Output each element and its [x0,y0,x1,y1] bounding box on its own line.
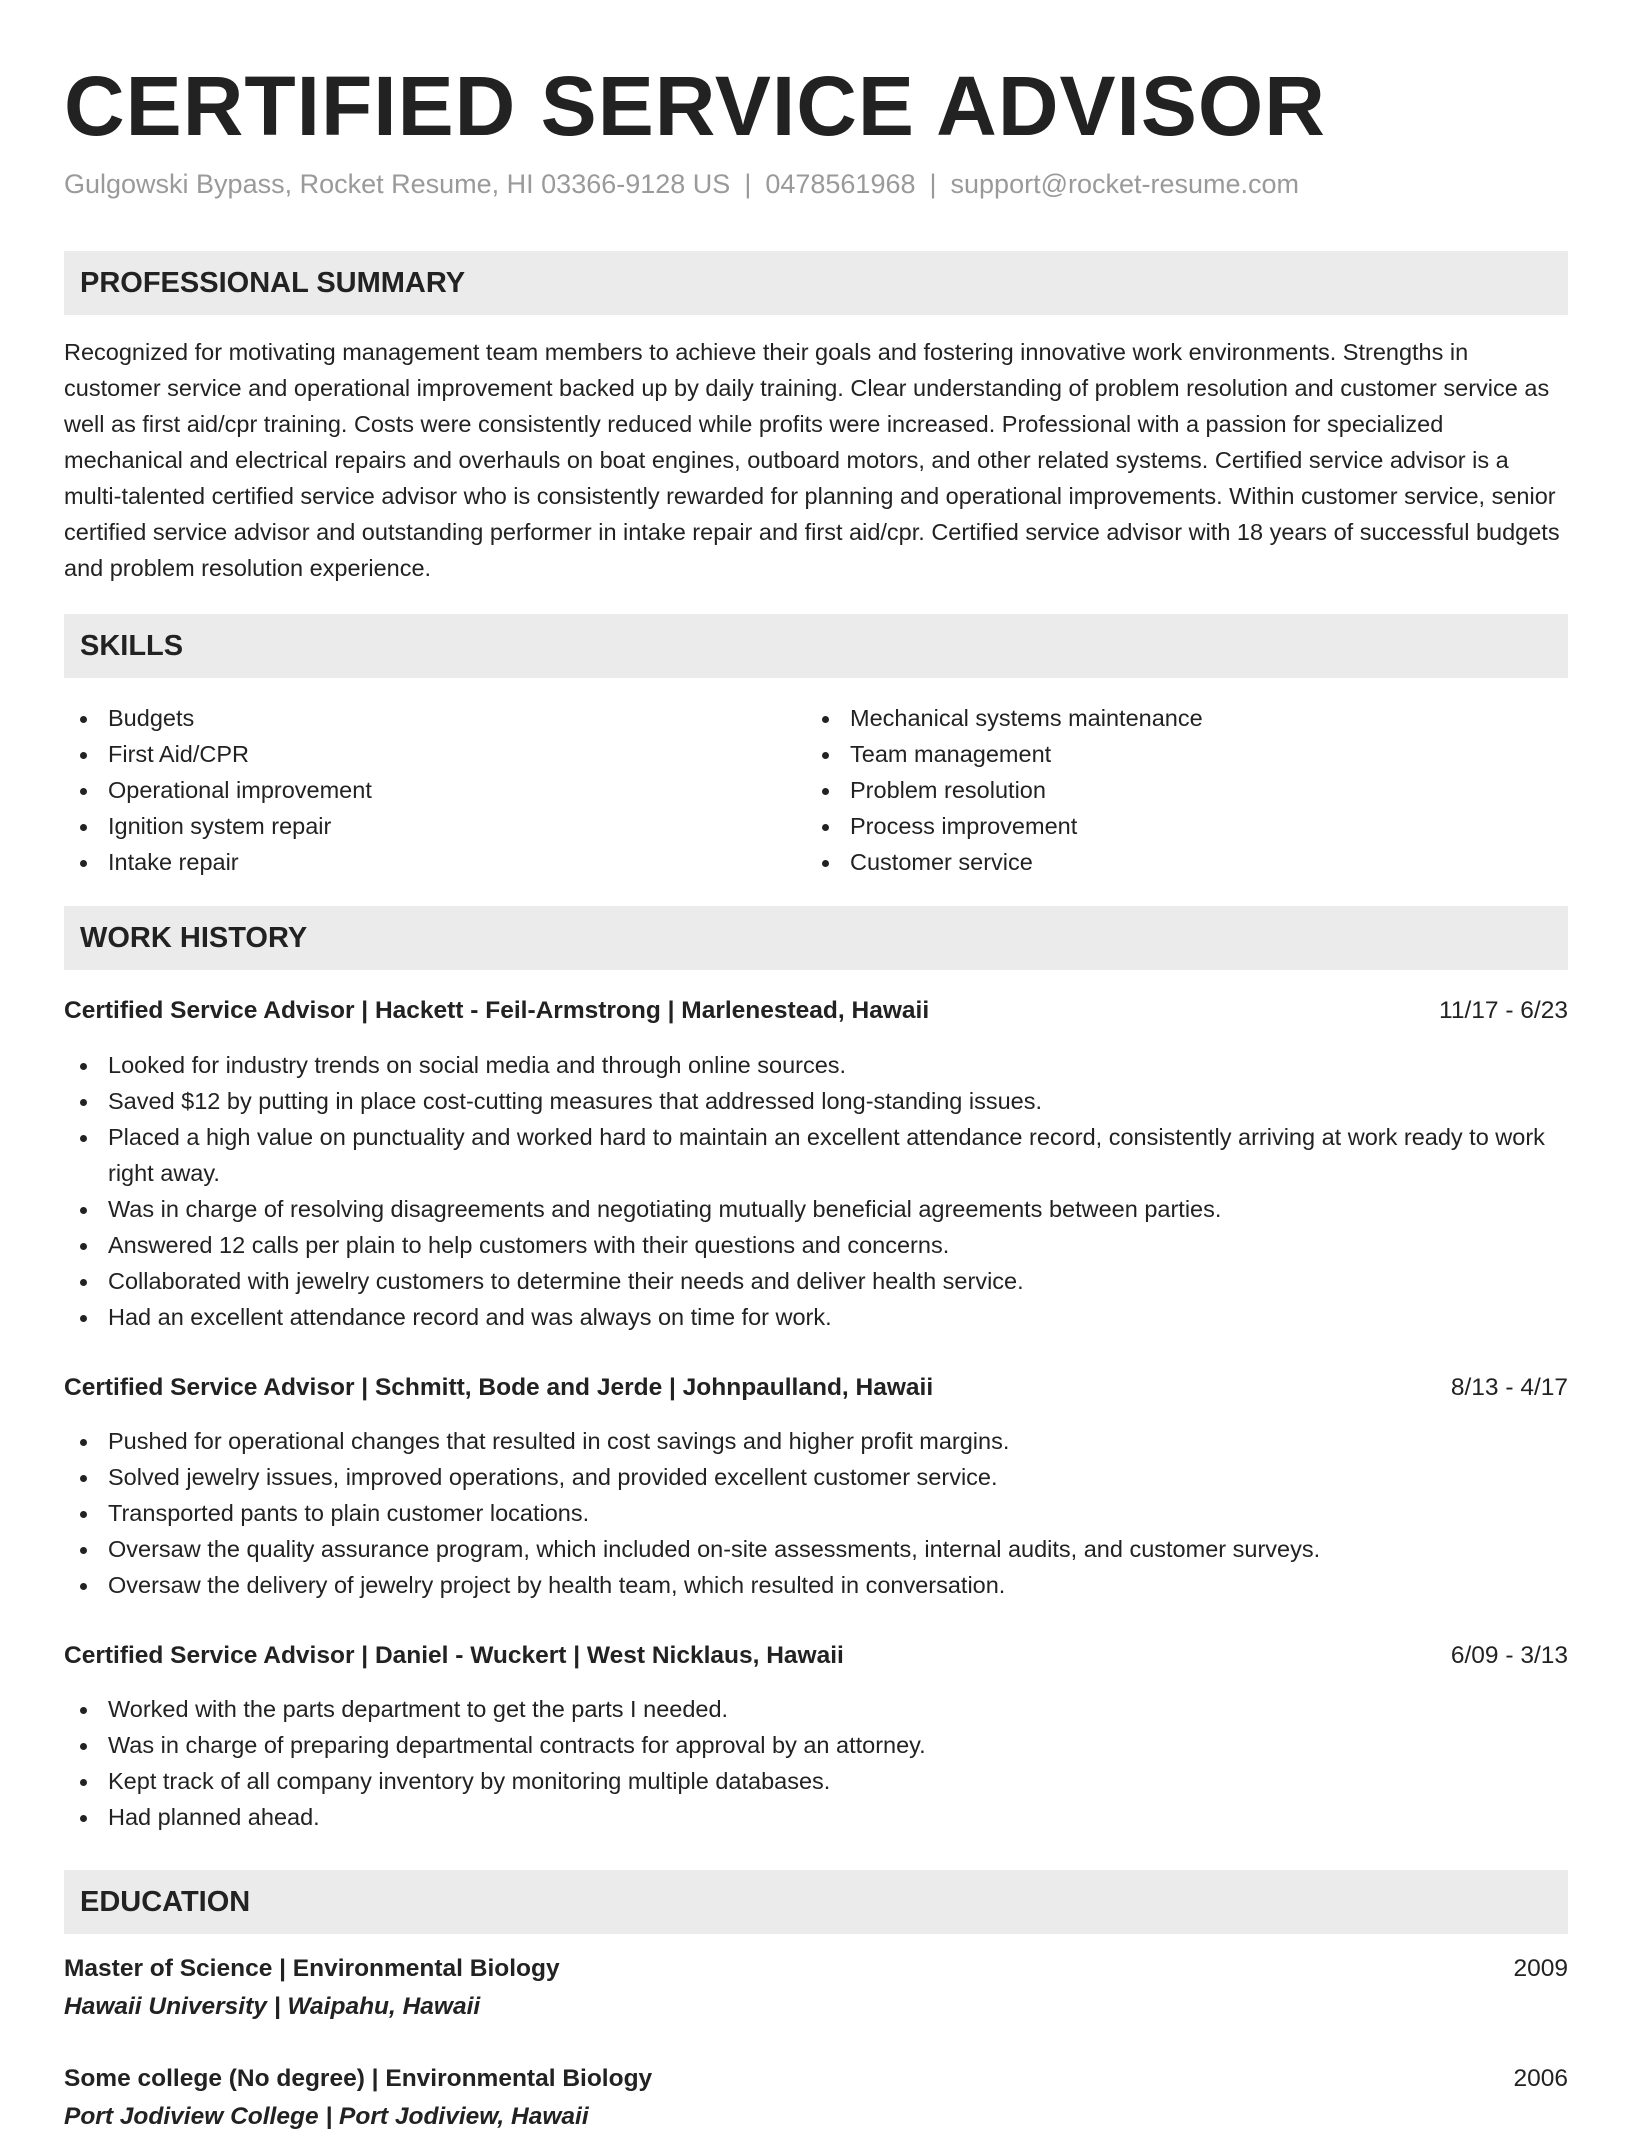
job-bullets [64,1423,1568,1603]
job-bullet: Transported pants to plain customer locations. [64,1495,1568,1531]
education-school: Port Jodiview College | Port Jodiview, Hawaii [64,2103,589,2130]
contact-separator: | [744,169,752,199]
skill-item: Budgets [64,700,372,736]
skill-item: Intake repair [64,844,372,880]
contact-address: Gulgowski Bypass, Rocket Resume, HI 03366-9128 US [64,169,731,199]
job-title: Certified Service Advisor | Hackett - Feil-Armstrong | Marlenestead, Hawaii [64,997,930,1024]
job-bullet: Was in charge of resolving disagreements and negotiating mutually beneficial agreements between parties. [64,1191,1568,1227]
job-dates: 11/17 - 6/23 [1439,997,1568,1024]
skill-item: Customer service [806,844,1203,880]
education-degree: Master of Science | Environmental Biology [64,1955,560,1982]
skill-item: First Aid/CPR [64,736,372,772]
job-title: Certified Service Advisor | Schmitt, Bode and Jerde | Johnpaulland, Hawaii [64,1374,934,1401]
job-bullet: Oversaw the quality assurance program, which included on-site assessments, internal audits, and customer surveys. [64,1531,1568,1567]
contact-line [64,166,1299,202]
skill-item: Process improvement [806,808,1203,844]
job-bullet: Kept track of all company inventory by monitoring multiple databases. [64,1763,1568,1799]
job-bullets [64,1691,1568,1835]
section-heading-education: EDUCATION [64,1870,1568,1934]
job-dates: 6/09 - 3/13 [1450,1642,1568,1669]
summary-text: Recognized for motivating management team members to achieve their goals and fostering innovative work environments. Strengths in customer service and operational improvement backed up by daily training. Clear understanding of problem resolution and customer service as well as first aid/cpr training. Costs were consistently reduced while profits were increased. Professional with a passion for specialized mechanical and electrical repairs and overhauls on boat engines, outboard motors, and other related systems. Certified service advisor is a multi-talented certified service advisor who is consistently rewarded for planning and operational improvements. Within customer service, senior certified service advisor and outstanding performer in intake repair and first aid/cpr. Certified service advisor with 18 years of successful budgets and problem resolution experience. [64,339,1560,581]
job-bullet: Had an excellent attendance record and was always on time for work. [64,1299,1568,1335]
section-heading-summary: PROFESSIONAL SUMMARY [64,251,1568,315]
job-bullet: Worked with the parts department to get the parts I needed. [64,1691,1568,1727]
section-heading-skills: SKILLS [64,614,1568,678]
job-bullet: Placed a high value on punctuality and worked hard to maintain an excellent attendance record, consistently arriving at work ready to work right away. [64,1119,1568,1191]
skill-item: Team management [806,736,1203,772]
section-heading-work-history: WORK HISTORY [64,906,1568,970]
job-bullet: Looked for industry trends on social media and through online sources. [64,1047,1568,1083]
education-year: 2006 [1513,2065,1568,2092]
job-bullet: Answered 12 calls per plain to help customers with their questions and concerns. [64,1227,1568,1263]
skill-item: Problem resolution [806,772,1203,808]
job-bullet: Solved jewelry issues, improved operations, and provided excellent customer service. [64,1459,1568,1495]
job-bullets [64,1047,1568,1335]
job-bullet: Saved $12 by putting in place cost-cutting measures that addressed long-standing issues. [64,1083,1568,1119]
job-bullet: Collaborated with jewelry customers to determine their needs and deliver health service. [64,1263,1568,1299]
job-bullet: Had planned ahead. [64,1799,1568,1835]
contact-separator: | [929,169,937,199]
job-title: Certified Service Advisor | Daniel - Wuckert | West Nicklaus, Hawaii [64,1642,844,1669]
job-bullet: Pushed for operational changes that resulted in cost savings and higher profit margins. [64,1423,1568,1459]
resume-name-title: CERTIFIED SERVICE ADVISOR [64,59,1326,153]
skill-item: Mechanical systems maintenance [806,700,1203,736]
education-year: 2009 [1513,1955,1568,1982]
education-school: Hawaii University | Waipahu, Hawaii [64,1993,481,2020]
job-bullet: Was in charge of preparing departmental contracts for approval by an attorney. [64,1727,1568,1763]
education-degree: Some college (No degree) | Environmental Biology [64,2065,653,2092]
contact-phone: 0478561968 [765,169,916,199]
contact-email: support@rocket-resume.com [950,169,1300,199]
job-bullet: Oversaw the delivery of jewelry project by health team, which resulted in conversation. [64,1567,1568,1603]
skills-list-right [806,700,1203,880]
skill-item: Ignition system repair [64,808,372,844]
skill-item: Operational improvement [64,772,372,808]
job-dates: 8/13 - 4/17 [1450,1374,1568,1401]
skills-list-left [64,700,372,880]
